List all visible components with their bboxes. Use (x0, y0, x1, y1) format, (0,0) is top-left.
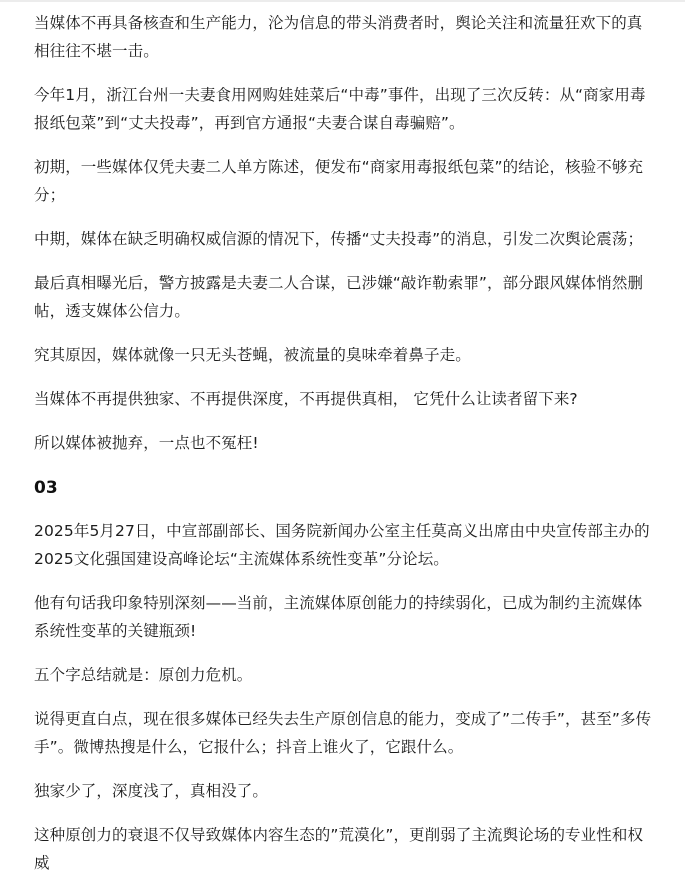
paragraph: 五个字总结就是：原创力危机。 (34, 666, 253, 684)
paragraph: 独家少了，深度浅了，真相没了。 (34, 782, 269, 800)
paragraph: 中期，媒体在缺乏明确权威信源的情况下，传播“丈夫投毒”的消息，引发二次舆论震荡； (34, 230, 644, 248)
paragraph: 初期，一些媒体仅凭夫妻二人单方陈述，便发布“商家用毒报纸包菜”的结论，核验不够充分； (34, 158, 644, 204)
article-body (34, 9, 652, 893)
paragraph: 当媒体不再提供独家、不再提供深度，不再提供真相， 它凭什么让读者留下来? (34, 390, 578, 408)
section-heading: 03 (34, 478, 58, 498)
paragraph: 当媒体不再具备核查和生产能力，沦为信息的带头消费者时，舆论关注和流量狂欢下的真相往往不堪一击。 (34, 14, 643, 60)
paragraph: 最后真相曝光后，警方披露是夫妻二人合谋，已涉嫌“敲诈勒索罪”，部分跟风媒体悄然删帖，透支媒体公信力。 (34, 274, 644, 320)
paragraph: 今年1月，浙江台州一夫妻食用网购娃娃菜后“中毒”事件，出现了三次反转：从“商家用毒报纸包菜”到“丈夫投毒”，再到官方通报“夫妻合谋自毒骗赔”。 (34, 86, 646, 132)
paragraph: 究其原因，媒体就像一只无头苍蝇，被流量的臭味牵着鼻子走。 (34, 346, 471, 364)
paragraph: 这种原创力的衰退不仅导致媒体内容生态的”荒漠化”，更削弱了主流舆论场的专业性和权威 (34, 826, 644, 872)
paragraph: 所以媒体被抛弃，一点也不冤枉! (34, 434, 259, 452)
paragraph: 2025年5月27日，中宣部副部长、国务院新闻办公室主任莫高义出席由中央宣传部主办的2025文化强国建设高峰论坛“主流媒体系统性变革”分论坛。 (34, 522, 650, 568)
top-divider (0, 0, 685, 2)
paragraph: 说得更直白点，现在很多媒体已经失去生产原创信息的能力，变成了”二传手”，甚至”多传手”。微博热搜是什么，它报什么；抖音上谁火了，它跟什么。 (34, 710, 652, 756)
paragraph: 他有句话我印象特别深刻——当前，主流媒体原创能力的持续弱化，已成为制约主流媒体系统性变革的关键瓶颈! (34, 594, 643, 640)
